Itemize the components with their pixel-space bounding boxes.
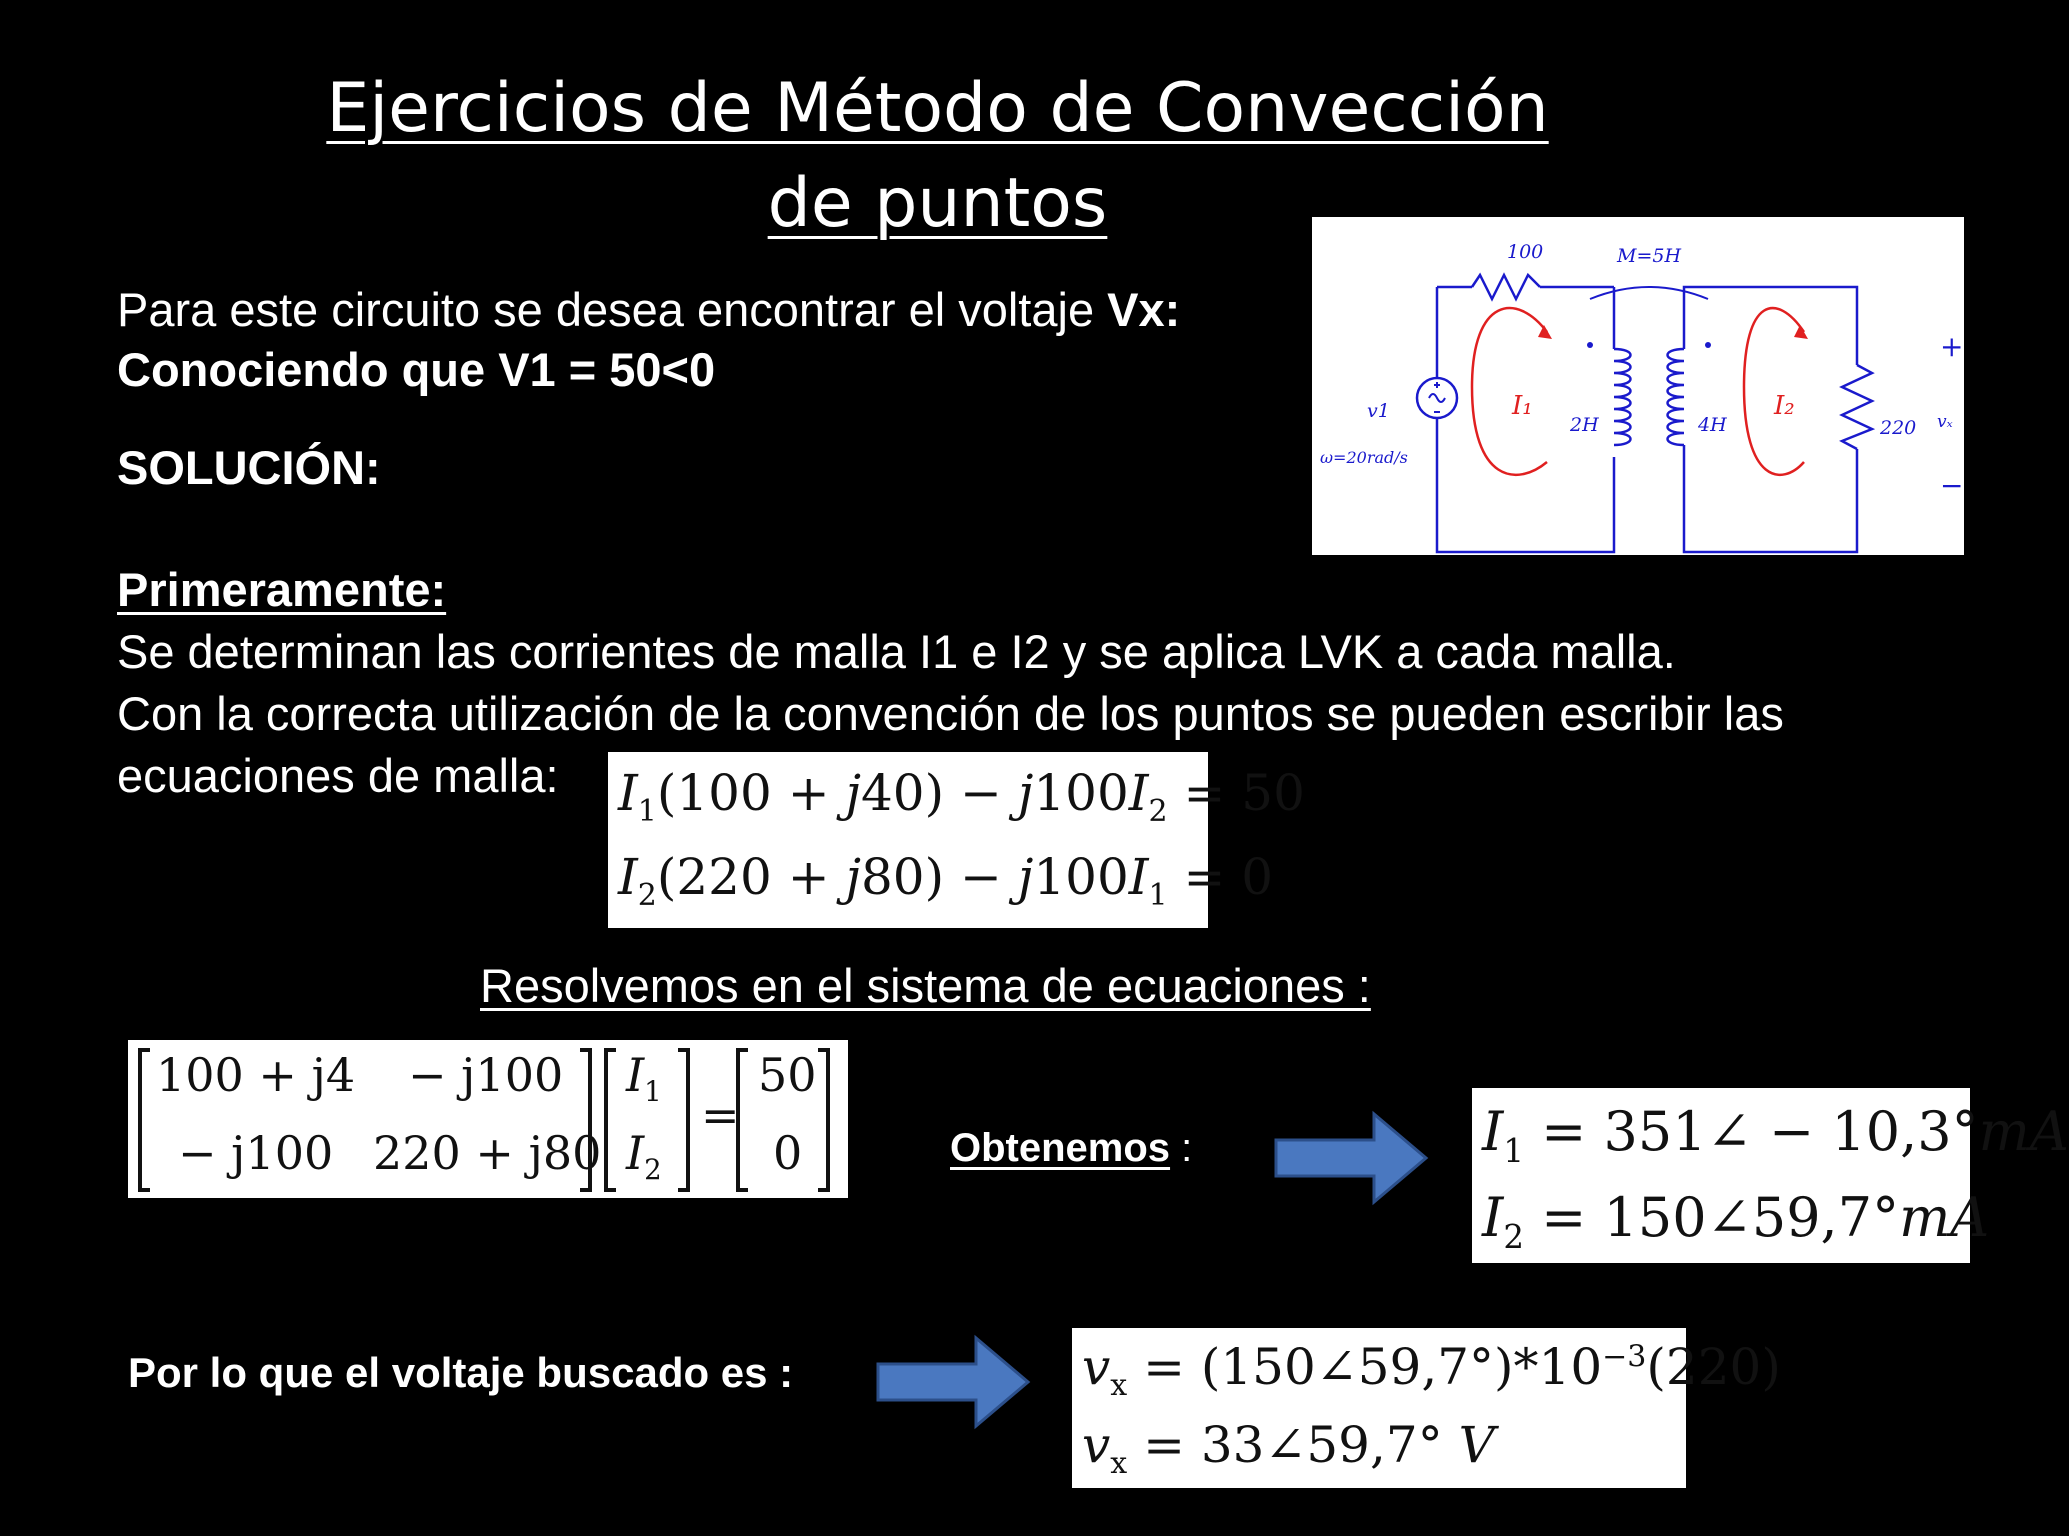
resistor-220: [1842, 365, 1872, 449]
title-line-1: Ejercicios de Método de Convección: [326, 69, 1549, 148]
obtain-label: Obtenemos: [950, 1126, 1171, 1170]
matrix-a12: − j100: [408, 1048, 564, 1102]
result-i2: $I_2$ = 150∠59,7°mA: [1482, 1186, 1990, 1256]
voltage-result: [1072, 1328, 1781, 1488]
title-line-2: de puntos: [767, 164, 1108, 243]
intro-text: Para este circuito se desea encontrar el voltaje: [117, 283, 1108, 336]
label-omega: ω=20rad/s: [1320, 448, 1408, 467]
inductor-2h: [1614, 349, 1631, 445]
dot-marker: [1705, 342, 1711, 348]
result-vx-1: $v_x$ = $(150\angle 59,7^\circ)*10^{-3}(220)$: [1082, 1338, 1781, 1403]
label-plus: +: [1940, 330, 1964, 363]
matrix-b1: 50: [758, 1048, 817, 1102]
intro-condition: Conociendo que V1 = 50<0: [117, 343, 716, 396]
label-i2: I₂: [1774, 391, 1795, 421]
label-r1: 100: [1507, 241, 1544, 263]
label-mutual: M=5H: [1617, 245, 1682, 267]
arrow-icon: [1274, 1110, 1430, 1206]
final-label: Por lo que el voltaje buscado es :: [128, 1349, 794, 1396]
current-results: [1472, 1088, 2069, 1263]
mutual-arc: [1590, 287, 1708, 299]
first-line-1: Se determinan las corrientes de malla I1 e I2 y se aplica LVK a cada malla.: [117, 625, 1676, 678]
label-source: v1: [1367, 400, 1390, 422]
matrix-x1: $I_1$: [626, 1048, 662, 1109]
resistor-100: [1472, 275, 1540, 299]
dot-marker: [1587, 342, 1593, 348]
result-vx-2: $v_x$ = 33∠59,7° V: [1082, 1416, 1495, 1481]
resolve-label: Resolvemos en el sistema de ecuaciones :: [480, 959, 1371, 1012]
matrix-b2: 0: [773, 1126, 803, 1180]
label-i1: I₁: [1512, 391, 1533, 421]
loop-i1: [1472, 308, 1547, 475]
matrix-x2: $I_2$: [626, 1126, 662, 1187]
solution-label: SOLUCIÓN:: [117, 441, 381, 494]
intro-vx: Vx:: [1107, 283, 1181, 336]
first-heading: Primeramente:: [117, 563, 447, 616]
page-title: [0, 60, 1875, 158]
arrow-icon: [876, 1334, 1032, 1430]
matrix-system: [128, 1040, 848, 1198]
matrix-a22: 220 + j80: [373, 1126, 602, 1180]
first-line-2: Con la correcta utilización de la convención de los puntos se pueden escribir las: [117, 687, 1784, 740]
label-l1: 2H: [1570, 414, 1599, 436]
result-i1: $I_1$ = 351∠ − 10,3°mA: [1482, 1100, 2069, 1170]
matrix-a21: − j100: [178, 1126, 334, 1180]
label-minus: −: [1940, 469, 1964, 502]
mesh-equation-2: $I_2(220 + j80) - j100I_1 = 0$: [618, 848, 1274, 913]
first-line-3: ecuaciones de malla:: [117, 749, 559, 802]
label-r2: 220: [1880, 417, 1917, 439]
circuit-svg: [1312, 217, 1964, 555]
obtain-row: [950, 1118, 1192, 1178]
intro-line: [117, 280, 1180, 340]
circuit-diagram: [1312, 217, 1964, 555]
matrix-equals: =: [701, 1088, 740, 1142]
label-vx: vₓ: [1937, 412, 1953, 432]
mesh-equation-1: $I_1(100 + j40) - j100I_2 = 50$: [618, 764, 1305, 829]
obtain-colon: :: [1170, 1126, 1193, 1170]
mesh-equations: [608, 752, 1305, 928]
label-l2: 4H: [1698, 414, 1727, 436]
matrix-a11: 100 + j4: [156, 1048, 356, 1102]
inductor-4h: [1668, 349, 1685, 445]
